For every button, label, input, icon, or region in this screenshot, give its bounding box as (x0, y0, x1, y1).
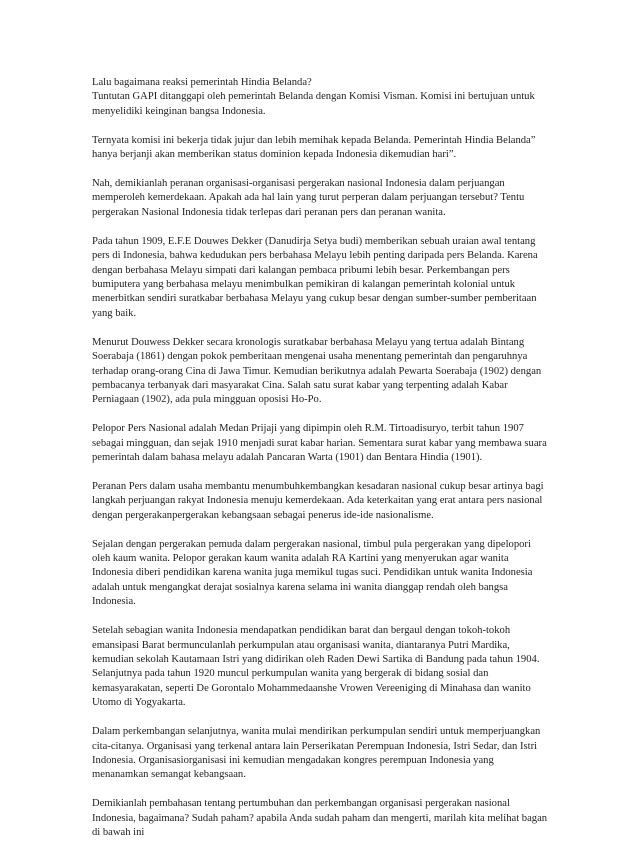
text-line: pemerintah dalam bahasa melayu adalah Pancaran Warta (1901) dan Bentara Hindia (1901). (92, 452, 483, 464)
document-body (92, 76, 554, 855)
text-line: Indonesia diberi pendidikan karena wanita juga memikul tugas suci. Pendidikan untuk wanita Indonesia (92, 567, 533, 579)
paragraph (92, 797, 554, 840)
text-line: dengan pergerakanpergerakan kebangsaan sebagai penerus ide-ide nasionalisme. (92, 509, 434, 521)
paragraph (92, 235, 554, 321)
paragraph (92, 336, 554, 408)
paragraph (92, 76, 554, 119)
text-line: Selanjutnya pada tahun 1920 muncul perkumpulan wanita yang bergerak di bidang sosial dan (92, 668, 489, 680)
text-line: sebagai mingguan, dan sejak 1910 menjadi surat kabar harian. Sementara surat kabar yang membawa suara (92, 437, 547, 449)
text-line: bumiputera yang berbahasa melayu menimbulkan pemikiran di kalangan pemerintah kolonial untuk (92, 278, 516, 290)
text-line: terhadap orang-orang Cina di Jawa Timur. Kemudian berikutnya adalah Pewarta Soerabaja (1902) dengan (92, 365, 542, 377)
text-line: Soerabaja (1861) dengan pokok pemberitaan mengenai usaha menentang pemerintah dan pengaruhnya (92, 351, 528, 363)
text-line: pembacanya terbanyak dari masyarakat Cina. Salah satu surat kabar yang terpenting adalah Kabar (92, 379, 508, 391)
text-line: Demikianlah pembahasan tentang pertumbuhan dan perkembangan organisasi pergerakan nasional (92, 798, 510, 810)
text-line: oleh kaum wanita. Pelopor gerakan kaum wanita adalah RA Kartini yang menyerukan agar wanita (92, 553, 509, 565)
text-line: dengan berbahasa Melayu simpati dari kalangan pembaca pribumi lebih besar. Perkembangan pers (92, 264, 510, 276)
text-line: memperoleh kemerdekaan. Apakah ada hal lain yang turut perperan dalam perjuangan tersebut? Tentu (92, 192, 525, 204)
paragraph (92, 624, 554, 710)
text-line: Lalu bagaimana reaksi pemerintah Hindia Belanda? (92, 77, 312, 88)
text-line: Menurut Douwess Dekker secara kronologis suratkabar berbahasa Melayu yang tertua adalah Bintang (92, 336, 525, 348)
text-line: Indonesia. Organisasiorganisasi ini kemudian mengadakan kongres perempuan Indonesia yang (92, 754, 494, 766)
text-line: Pada tahun 1909, E.F.E Douwes Dekker (Danudirja Setya budi) memberikan sebuah uraian awal tentang (92, 235, 536, 247)
text-line: menerbitkan sendiri suratkabar berbahasa Melayu yang cukup besar dengan sumber-sumber pemberitaan (92, 293, 537, 305)
paragraph (92, 538, 554, 610)
text-line: pers di Indonesia, bahwa kedudukan pers berbahasa Melayu lebih penting daripada pers Belanda. Karena (92, 250, 538, 262)
text-line: Tuntutan GAPI ditanggapi oleh pemerintah Belanda dengan Komisi Visman. Komisi ini bertujuan untuk (92, 91, 535, 103)
text-line: pergerakan Nasional Indonesia tidak terlepas dari peranan pers dan peranan wanita. (92, 206, 446, 218)
text-line: Setelah sebagian wanita Indonesia mendapatkan pendidikan barat dan bergaul dengan tokoh-tokoh (92, 625, 511, 637)
paragraph (92, 725, 554, 783)
text-line: Pelopor Pers Nasional adalah Medan Prijaji yang dipimpin oleh R.M. Tirtoadisuryo, terbit tahun 1907 (92, 423, 524, 435)
paragraph (92, 177, 554, 220)
text-line: Sejalan dengan pergerakan pemuda dalam pergerakan nasional, timbul pula pergerakan yang dipelopori (92, 538, 531, 550)
paragraph (92, 134, 554, 163)
text-line: di bawah ini (92, 827, 145, 839)
paragraph (92, 480, 554, 523)
text-line: hanya berjanji akan memberikan status dominion kepada Indonesia dikemudian hari”. (92, 149, 457, 161)
text-line: menanamkan semangat kebangsaan. (92, 769, 246, 781)
text-line: yang baik. (92, 307, 137, 319)
text-line: langkah perjuangan rakyat Indonesia menuju kemerdekaan. Ada keterkaitan yang erat antara pers nasional (92, 495, 543, 507)
text-line: emansipasi Barat bermunculanlah perkumpulan atau organisasi wanita, diantaranya Putri Mardika, (92, 639, 510, 651)
text-line: Indonesia, bagaimana? Sudah paham? apabila Anda sudah paham dan mengerti, marilah kita melihat bagan (92, 812, 548, 824)
text-line: Ternyata komisi ini bekerja tidak jujur dan lebih memihak kepada Belanda. Pemerintah Hindia Belanda” (92, 134, 536, 146)
text-line: Perniagaan (1902), ada pula mingguan oposisi Ho-Po. (92, 394, 322, 406)
text-line: Utomo di Yogyakarta. (92, 697, 186, 709)
text-line: Indonesia. (92, 596, 136, 608)
text-line: kemasyarakatan, seperti De Gorontalo Mohammedaanshe Vrowen Vereeniging di Minahasa dan wanito (92, 682, 531, 694)
text-line: adalah untuk mengangkat derajat sosialnya karena selama ini wanita dianggap rendah oleh bangsa (92, 581, 508, 593)
text-line: menyelidiki keinginan bangsa Indonesia. (92, 105, 266, 117)
text-line: kemudian sekolah Kautamaan Istri yang didirikan oleh Raden Dewi Sartika di Bandung pada tahun 1904. (92, 654, 540, 665)
paragraph (92, 422, 554, 465)
text-line: Peranan Pers dalam usaha membantu menumbuhkembangkan kesadaran nasional cukup besar artinya bagi (92, 480, 544, 492)
text-line: Dalam perkembangan selanjutnya, wanita mulai mendirikan perkumpulan sendiri untuk memperjuangkan (92, 726, 541, 738)
text-line: Nah, demikianlah peranan organisasi-organisasi pergerakan nasional Indonesia dalam perjuangan (92, 178, 505, 190)
text-line: cita-citanya. Organisasi yang terkenal antara lain Perserikatan Perempuan Indonesia, Istri Sedar, dan Istri (92, 740, 538, 752)
